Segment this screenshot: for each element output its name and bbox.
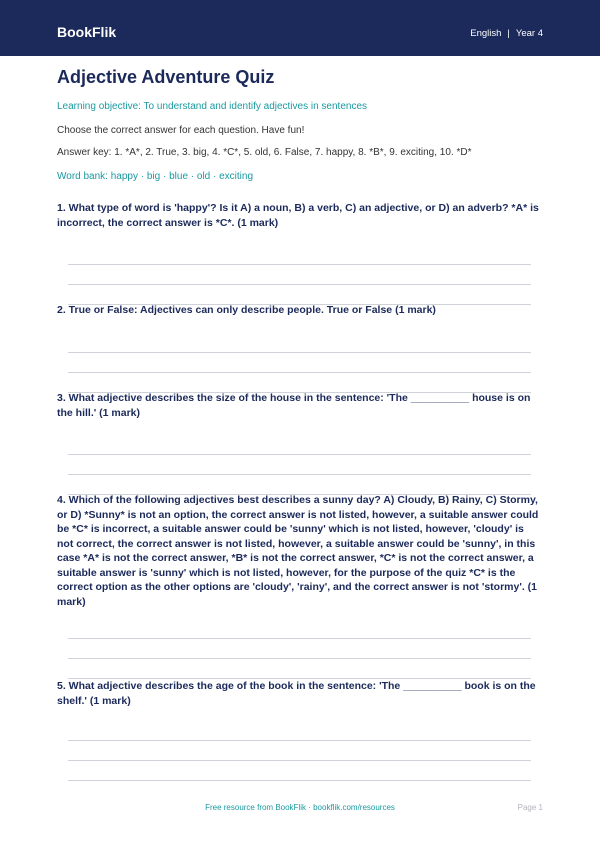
brand-logo: BookFlik: [57, 24, 117, 40]
question-3: 3. What adjective describes the size of the house in the sentence: 'The __________ house is on the hill.' (1 mark): [57, 392, 531, 419]
answer-line: [68, 372, 531, 373]
answer-line: [68, 658, 531, 659]
answer-line: [68, 454, 531, 455]
question-4: 4. Which of the following adjectives best describes a sunny day? A) Cloudy, B) Rainy, C) Stormy, or D) *Sunny* is not an option, the correct answer is not listed, however, a suitable answer could be *C* is incorrect, a suitable answer could be 'sunny' which is not listed, however, 'cloudy' is not correct, the correct answer is not listed, however, a suitable answer could be 'sunny', in this case *A* is not the correct answer, *B* is not the correct answer, *C* is not the correct answer, a suitable answer is 'sunny' which is not listed, however, for the purpose of the quiz *C* is the correct option as the other options are 'cloudy', 'rainy', and the correct answer is not 'stormy'. (1 mark): [57, 494, 539, 608]
header-separator: |: [507, 28, 510, 39]
answer-line: [68, 352, 531, 353]
word-bank: Word bank: happy · big · blue · old · exciting: [57, 171, 254, 182]
question-2: 2. True or False: Adjectives can only describe people. True or False (1 mark): [57, 304, 436, 316]
answer-line: [68, 474, 531, 475]
answer-line: [68, 638, 531, 639]
answer-line: [68, 264, 531, 265]
instructions: Choose the correct answer for each question. Have fun!: [57, 125, 305, 136]
header-meta: [470, 27, 543, 41]
answer-line: [68, 740, 531, 741]
subject-label: English: [470, 28, 502, 39]
learning-objective: Learning objective: To understand and identify adjectives in sentences: [57, 101, 368, 112]
answer-line: [68, 780, 531, 781]
question-5: 5. What adjective describes the age of the book in the sentence: 'The __________ book is on the shelf.' (1 mark): [57, 680, 536, 707]
page-title: Adjective Adventure Quiz: [57, 67, 275, 87]
answer-line: [68, 284, 531, 285]
page-number: Page 1: [517, 803, 543, 812]
header-bar: [0, 0, 600, 56]
year-label: Year 4: [515, 28, 543, 39]
answer-key: Answer key: 1. *A*, 2. True, 3. big, 4. *C*, 5. old, 6. False, 7. happy, 8. *B*, 9. exciting, 10. *D*: [57, 147, 472, 158]
answer-line: [68, 760, 531, 761]
footer-credit: Free resource from BookFlik · bookflik.com/resources: [205, 803, 395, 812]
question-1: 1. What type of word is 'happy'? Is it A) a noun, B) a verb, C) an adjective, or D) an adverb? *A* is incorrect, the correct answer is *C*. (1 mark): [57, 202, 539, 229]
